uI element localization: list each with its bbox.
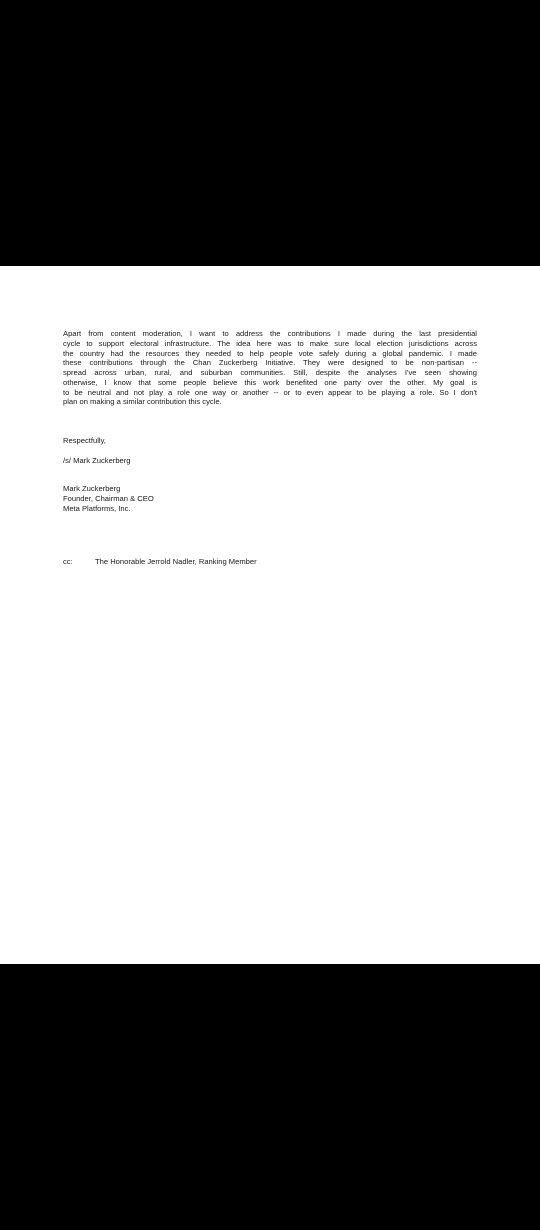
closing-salutation: Respectfully, — [63, 436, 106, 445]
signer-organization: Meta Platforms, Inc. — [63, 503, 131, 513]
signature-block — [63, 484, 154, 513]
paragraph-line: these contributions through the Chan Zuckerberg Initiative. They were designed to be non-partisan -- — [63, 358, 477, 368]
paragraph-line: the country had the resources they needed to help people vote safely during a global pandemic. I made — [63, 348, 477, 358]
paragraph-line: cycle to support electoral infrastructure. The idea here was to make sure local election jurisdictions across — [63, 338, 477, 348]
paragraph-line: plan on making a similar contribution this cycle. — [63, 397, 222, 407]
signer-name: Mark Zuckerberg — [63, 484, 121, 493]
paragraph-line: to be neutral and not play a role one way or another -- or to even appear to be playing a role. So I don't — [63, 387, 477, 397]
bottom-black-area — [0, 964, 540, 1230]
cc-line — [63, 557, 363, 569]
paragraph-line: spread across urban, rural, and suburban communities. Still, despite the analyses I've seen showing — [63, 368, 477, 377]
top-black-area — [0, 0, 540, 266]
paragraph-line: otherwise, I know that some people believe this work benefited one party over the other. My goal is — [63, 377, 477, 387]
electronic-signature: /s/ Mark Zuckerberg — [63, 456, 131, 465]
main-paragraph — [63, 329, 477, 407]
letter-page — [0, 266, 540, 964]
cc-recipient: The Honorable Jerrold Nadler, Ranking Member — [95, 557, 257, 566]
signer-title: Founder, Chairman & CEO — [63, 493, 154, 503]
letter-body — [63, 329, 477, 566]
paragraph-line: Apart from content moderation, I want to address the contributions I made during the last presidential — [63, 329, 477, 338]
cc-label: cc: — [63, 557, 73, 566]
